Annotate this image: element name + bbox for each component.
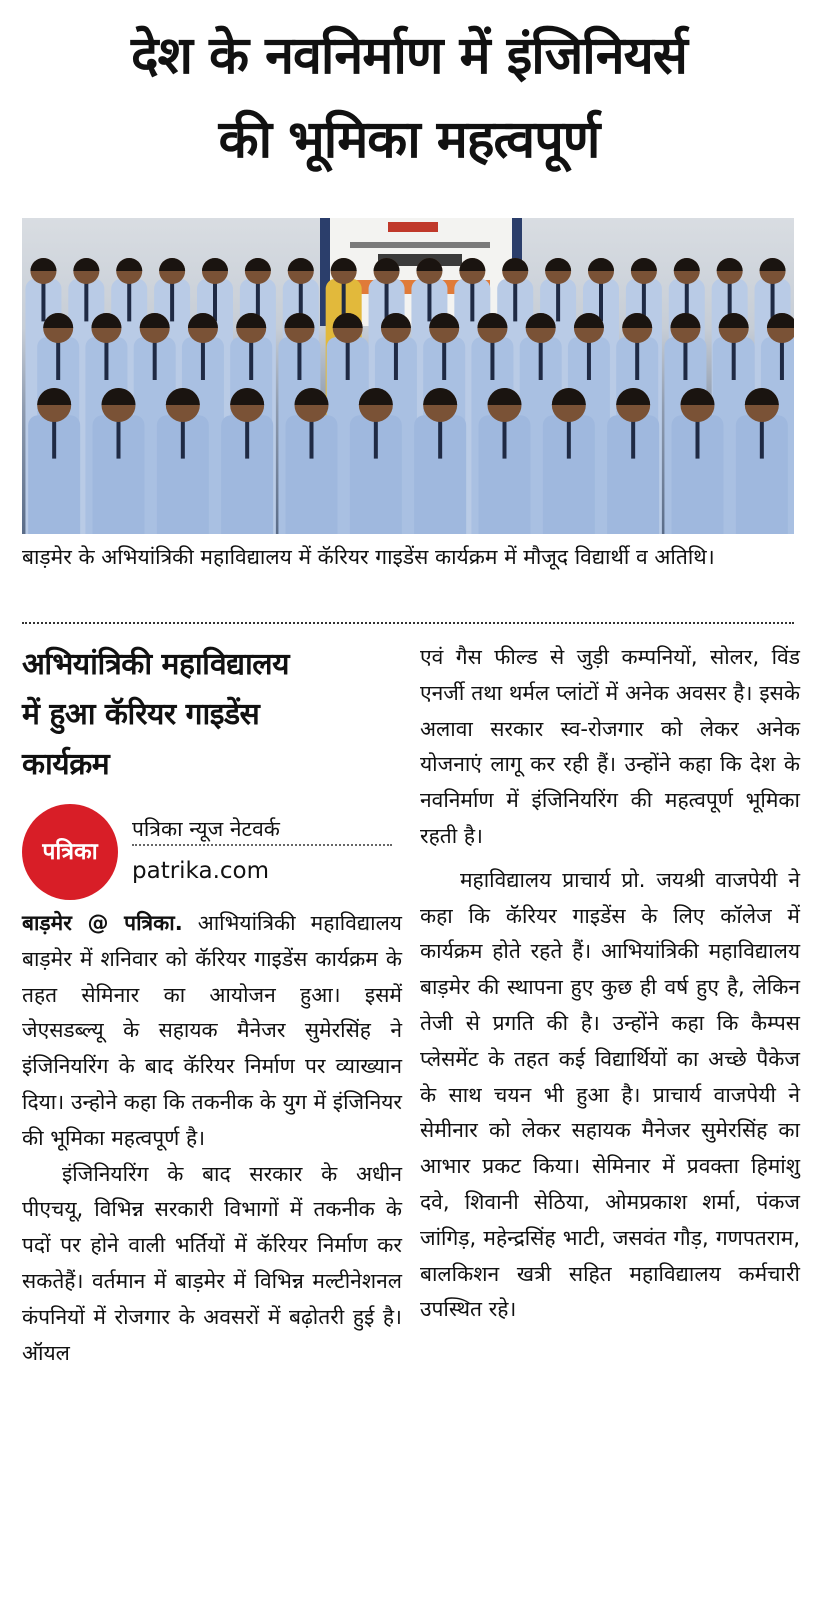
article-paragraph-2: इंजिनियरिंग के बाद सरकार के अधीन पीएचयू, विभिन्न सरकारी विभागों में तकनीक के पदों पर होने वाली भर्तियों में कॅरियर निर्माण कर सकतेहैं। वर्तमान में बाड़मेर में विभिन्न मल्टीनेशनल कंपनियों में रोजगार के अवसरों में बढ़ोतरी हुई है। ऑयल xyxy=(22,1161,402,1365)
article-column-left xyxy=(22,640,402,1371)
subhead-line-1: अभियांत्रिकी महाविद्यालय xyxy=(22,647,290,682)
subhead-line-3: कार्यक्रम xyxy=(22,747,110,782)
byline xyxy=(22,804,402,900)
paragraph-1-text: आभियांत्रिकी महाविद्यालय बाड़मेर में शनिवार को कॅरियर गाइडेंस कार्यक्रम के तहत सेमिनार का आयोजन हुआ। इसमें जेएसडब्ल्यू के सहायक मैनेजर सुमेरसिंह ने इंजिनियरिंग के बाद कॅरियर निर्माण पर व्याख्यान दिया। उन्होने कहा कि तकनीक के युग में इंजिनियर की भूमिका महत्वपूर्ण है। xyxy=(22,911,402,1150)
article-column-right xyxy=(420,640,800,1328)
headline-line-2: की भूमिका महत्वपूर्ण xyxy=(218,110,600,170)
photo-people-figures xyxy=(22,218,794,534)
headline xyxy=(0,14,818,182)
subhead-line-2: में हुआ कॅरियर गाइडेंस xyxy=(22,697,260,732)
headline-line-1: देश के नवनिर्माण में इंजिनियर्स xyxy=(131,26,687,86)
dateline: बाड़मेर @ पत्रिका. xyxy=(22,911,183,935)
article-subhead xyxy=(22,640,402,790)
section-divider xyxy=(22,622,794,624)
article-paragraph-3: महाविद्यालय प्राचार्य प्रो. जयश्री वाजपेयी ने कहा कि कॅरियर गाइडेंस के लिए कॉलेज में कार्यक्रम होते रहते हैं। आभियांत्रिकी महाविद्यालय बाड़मेर की स्थापना हुए कुछ ही वर्ष हुए है, लेकिन तेजी से प्रगति की है। उन्होंने कहा कि कैम्पस प्लेसमेंट के तहत कई विद्यार्थियों का अच्छे पैकेज के साथ चयन भी हुआ है। प्राचार्य वाजपेयी ने सेमीनार को लेकर सहायक मैनेजर सुमेरसिंह का आभार प्रकट किया। सेमिनार में प्रवक्ता हिमांशु दवे, शिवानी सेठिया, ओमप्रकाश शर्मा, पंकज जांगिड़, महेन्द्रसिंह भाटी, जसवंत गौड़, गणपतराम, बालकिशन खत्री सहित महाविद्यालय कर्मचारी उपस्थित रहे। xyxy=(420,867,800,1322)
photo-caption: बाड़मेर के अभियांत्रिकी महाविद्यालय में कॅरियर गाइडेंस कार्यक्रम में मौजूद विद्यार्थी व अतिथि। xyxy=(22,545,715,569)
byline-network: पत्रिका न्यूज नेटवर्क xyxy=(132,814,392,846)
article-paragraph-1 xyxy=(22,906,402,1157)
group-photo xyxy=(22,218,794,534)
byline-website: patrika.com xyxy=(132,858,270,884)
article-paragraph-2-continued: एवं गैस फील्ड से जुड़ी कम्पनियों, सोलर, विंड एनर्जी तथा थर्मल प्लांटों में अनेक अवसर है। इसके अलावा सरकार स्व-रोजगार को लेकर अनेक योजनाएं लागू कर रही हैं। उन्होंने कहा कि देश के नवनिर्माण में इंजिनियरिंग की महत्वपूर्ण भूमिका रहती है। xyxy=(420,645,800,848)
patrika-logo: पत्रिका xyxy=(22,804,118,900)
